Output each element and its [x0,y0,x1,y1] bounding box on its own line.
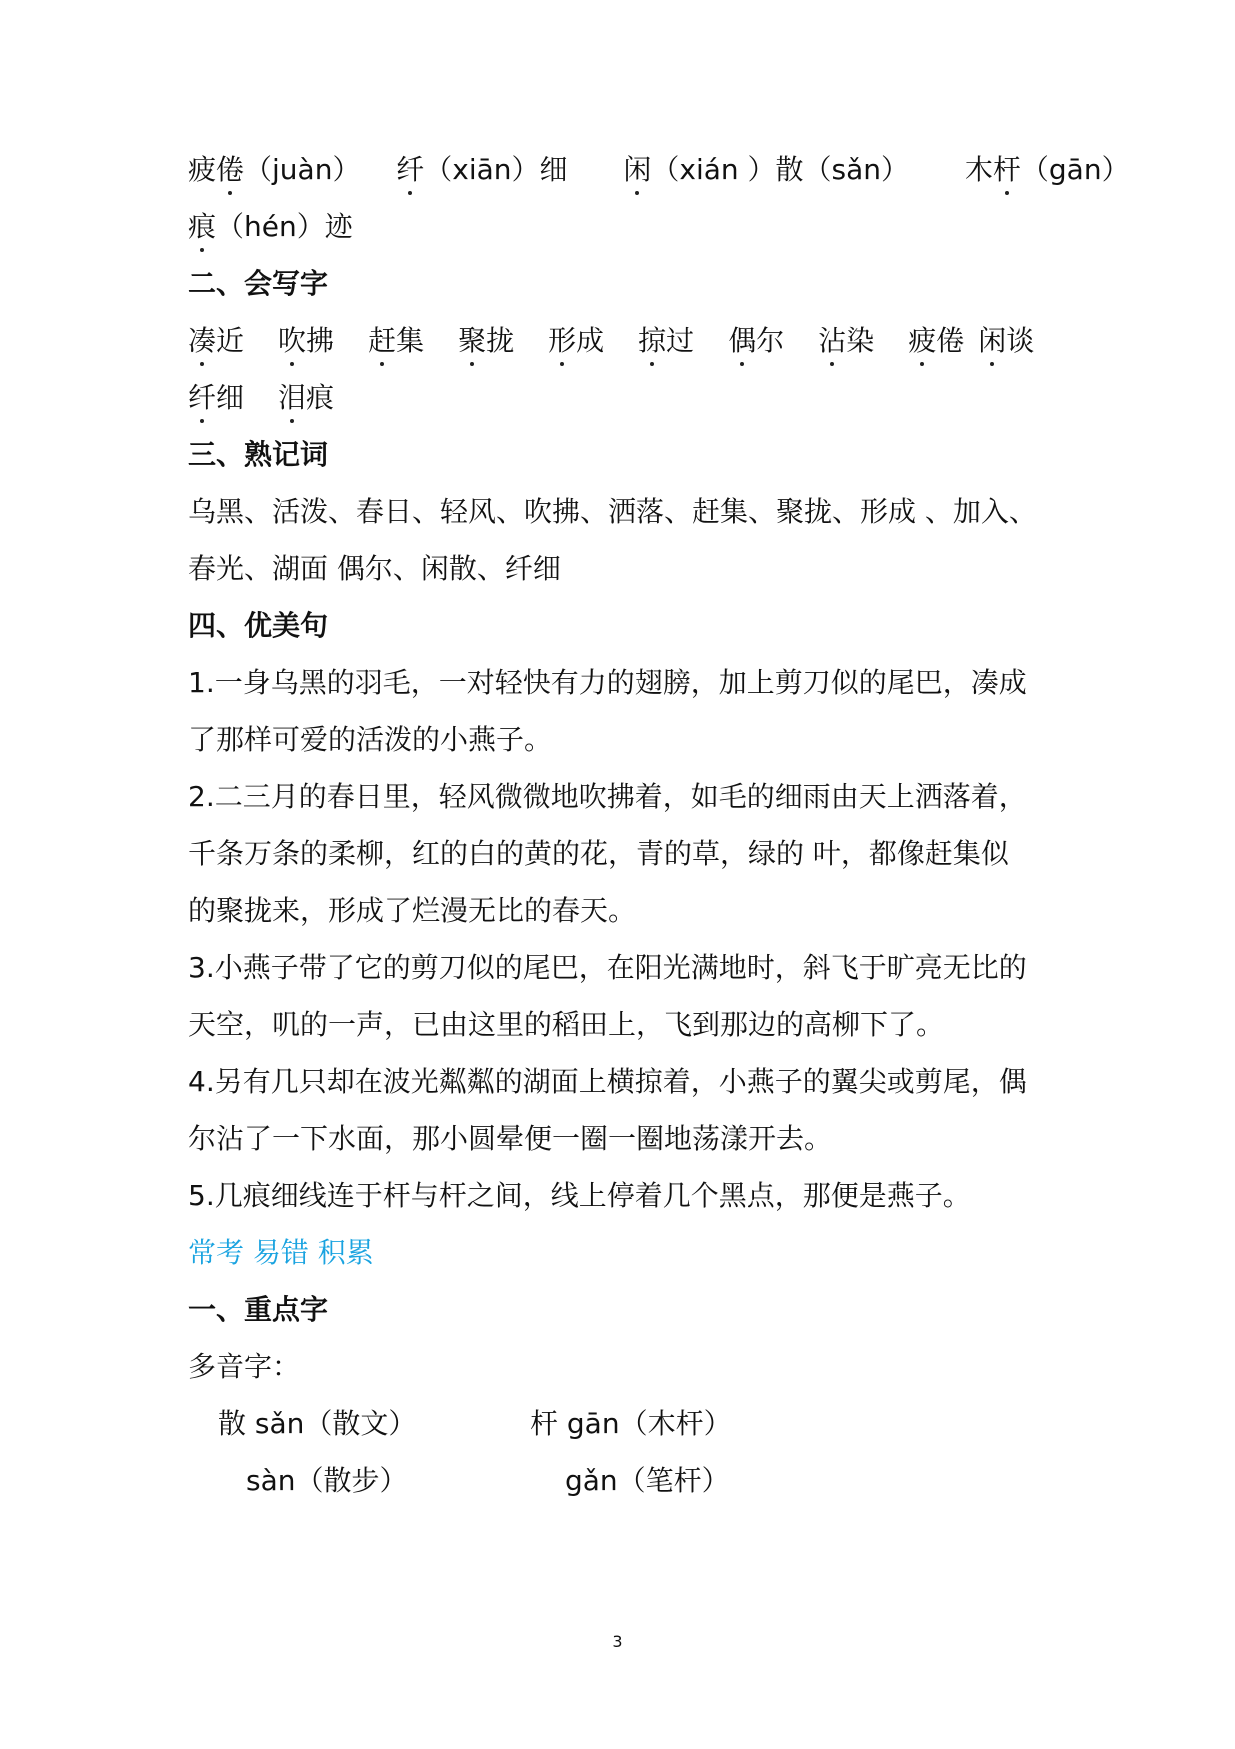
write-words-row-1 [188,321,1034,361]
memorize-words-line-2: 春光、湖面 偶尔、闲散、纤细 [188,552,561,585]
word: 泪痕 [278,381,334,414]
write-words-row-2 [188,378,334,418]
memorize-words-line-1: 乌黑、活泼、春日、轻风、吹拂、洒落、赶集、聚拢、形成 、加入、 [188,495,1037,528]
word: 闲谈 [978,324,1034,357]
sentence-line: 的聚拢来，形成了烂漫无比的春天。 [188,894,637,927]
sentence-line: 3.小燕子带了它的剪刀似的尾巴，在阳光满地时，斜飞于旷亮无比的 [188,951,1027,984]
sentence-line: 1.一身乌黑的羽毛，一对轻快有力的翅膀，加上剪刀似的尾巴，凑成 [188,666,1027,699]
word: 聚拢 [458,324,514,357]
pinyin-line-2: 痕（hén）迹 [188,207,353,247]
blue-heading: 常考 易错 积累 [188,1236,374,1269]
word: 沾染 [818,324,874,357]
section-5-title: 一、重点字 [188,1293,329,1326]
word: 吹拂 [278,324,334,357]
sentence-line: 千条万条的柔柳，红的白的黄的花，青的草，绿的 叶，都像赶集似 [188,837,1009,870]
word: 掠过 [638,324,694,357]
word: 疲倦 [908,324,964,357]
sentence-line: 5.几痕细线连于杆与杆之间，线上停着几个黑点，那便是燕子。 [188,1179,971,1212]
page-number: 3 [612,1632,623,1651]
polyphone-gan-2: gǎn（笔杆） [565,1464,730,1497]
sentence-line: 尔沾了一下水面，那小圆晕便一圈一圈地荡漾开去。 [188,1122,833,1155]
sentence-line: 2.二三月的春日里，轻风微微地吹拂着，如毛的细雨由天上洒落着， [188,780,1027,813]
polyphone-san-1: 散 sǎn（散文） [218,1407,417,1440]
sentence-line: 天空，叽的一声，已由这里的稻田上，飞到那边的高柳下了。 [188,1008,945,1041]
section-4-title: 四、优美句 [188,609,329,642]
polyphone-san-2: sàn（散步） [246,1464,408,1497]
polyphone-gan-1: 杆 gān（木杆） [530,1407,732,1440]
word: 赶集 [368,324,424,357]
word: 偶尔 [728,324,784,357]
section-2-title: 二、会写字 [188,267,329,300]
pinyin-line-1: 疲倦（juàn） 纤（xiān）细 闲（xián ）散（sǎn） 木杆（gān） [188,150,1130,190]
word: 凑近 [188,324,244,357]
section-3-title: 三、熟记词 [188,438,329,471]
word: 纤细 [188,381,244,414]
polyphone-label: 多音字： [188,1350,301,1383]
sentence-line: 了那样可爱的活泼的小燕子。 [188,723,553,756]
word: 形成 [548,324,604,357]
sentence-line: 4.另有几只却在波光粼粼的湖面上横掠着，小燕子的翼尖或剪尾，偶 [188,1065,1027,1098]
